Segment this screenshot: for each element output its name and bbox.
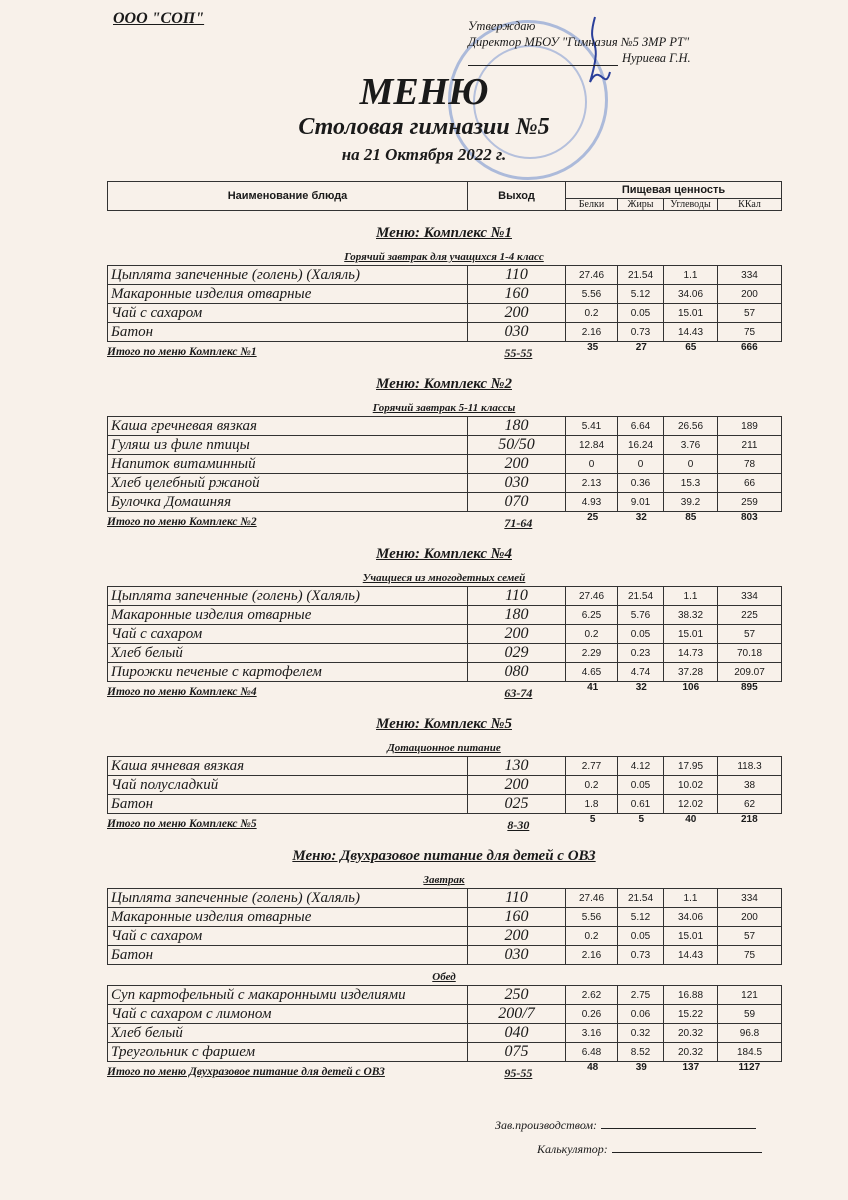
- dish-name: Напиток витаминный: [108, 455, 468, 474]
- dish-output: 029: [468, 644, 566, 663]
- header-protein: Белки: [566, 199, 618, 211]
- dish-name: Каша гречневая вязкая: [108, 417, 468, 436]
- protein-value: 4.65: [566, 663, 618, 682]
- total-output: 95-55: [504, 1066, 533, 1080]
- section-total: [107, 814, 781, 834]
- menu-section: [107, 376, 781, 532]
- total-output: 55-55: [504, 346, 533, 360]
- dish-output: 110: [468, 889, 566, 908]
- fat-value: 2.75: [618, 986, 664, 1005]
- director-name: Нуриева Г.Н.: [622, 51, 691, 65]
- protein-value: 2.29: [566, 644, 618, 663]
- protein-value: 0.2: [566, 927, 618, 946]
- fat-value: 4.12: [618, 757, 664, 776]
- section-total: [107, 512, 781, 532]
- carbs-value: 20.32: [664, 1043, 718, 1062]
- dish-name: Суп картофельный с макаронными изделиями: [108, 986, 468, 1005]
- total-carbs: 65: [685, 342, 697, 353]
- section-title: Меню: Комплекс №4: [376, 546, 512, 562]
- carbs-value: 38.32: [664, 606, 718, 625]
- table-row: [108, 644, 782, 663]
- kcal-value: 211: [718, 436, 782, 455]
- kcal-value: 57: [718, 304, 782, 323]
- dish-name: Батон: [108, 946, 468, 965]
- kcal-value: 225: [718, 606, 782, 625]
- dish-name: Макаронные изделия отварные: [108, 285, 468, 304]
- total-carbs: 85: [685, 512, 697, 523]
- kcal-value: 334: [718, 587, 782, 606]
- header-output: Выход: [468, 182, 566, 211]
- section-title: Меню: Комплекс №5: [376, 716, 512, 732]
- dish-table: [107, 888, 782, 965]
- fat-value: 0.05: [618, 776, 664, 795]
- approval-position: Директор МБОУ "Гимназия №5 ЗМР РТ": [468, 35, 690, 49]
- dish-table: [107, 756, 782, 814]
- kcal-value: 57: [718, 927, 782, 946]
- kcal-value: 259: [718, 493, 782, 512]
- dish-name: Каша ячневая вязкая: [108, 757, 468, 776]
- section-title: Меню: Комплекс №2: [376, 376, 512, 392]
- kcal-value: 334: [718, 889, 782, 908]
- table-row: [108, 417, 782, 436]
- menu-section: [107, 225, 781, 362]
- total-kcal: 1127: [738, 1062, 761, 1073]
- carbs-value: 15.22: [664, 1005, 718, 1024]
- carbs-value: 10.02: [664, 776, 718, 795]
- fat-value: 0: [618, 455, 664, 474]
- fat-value: 8.52: [618, 1043, 664, 1062]
- production-label: Зав.производством:: [495, 1118, 598, 1132]
- carbs-value: 1.1: [664, 889, 718, 908]
- kcal-value: 96.8: [718, 1024, 782, 1043]
- menu-section: [107, 546, 781, 702]
- dish-name: Чай с сахаром: [108, 304, 468, 323]
- dish-output: 070: [468, 493, 566, 512]
- kcal-value: 200: [718, 908, 782, 927]
- dish-table: [107, 416, 782, 512]
- fat-value: 5.12: [618, 908, 664, 927]
- dish-output: 075: [468, 1043, 566, 1062]
- dish-name: Чай полусладкий: [108, 776, 468, 795]
- table-row: [108, 606, 782, 625]
- fat-value: 9.01: [618, 493, 664, 512]
- page-title: МЕНЮ: [359, 71, 489, 113]
- carbs-value: 39.2: [664, 493, 718, 512]
- carbs-value: 15.01: [664, 625, 718, 644]
- dish-name: Хлеб белый: [108, 644, 468, 663]
- group-subtitle: Горячий завтрак для учащихся 1-4 класс: [344, 251, 544, 263]
- kcal-value: 57: [718, 625, 782, 644]
- table-row: [108, 285, 782, 304]
- table-row: [108, 493, 782, 512]
- protein-value: 3.16: [566, 1024, 618, 1043]
- dish-name: Цыплята запеченные (голень) (Халяль): [108, 889, 468, 908]
- dish-output: 030: [468, 323, 566, 342]
- group-subtitle: Завтрак: [423, 874, 465, 886]
- dish-name: Чай с сахаром с лимоном: [108, 1005, 468, 1024]
- dish-output: 080: [468, 663, 566, 682]
- fat-value: 5.12: [618, 285, 664, 304]
- group-subtitle: Горячий завтрак 5-11 классы: [372, 402, 516, 414]
- total-protein: 48: [587, 1062, 599, 1073]
- carbs-value: 15.01: [664, 927, 718, 946]
- fat-value: 0.73: [618, 946, 664, 965]
- header-dish: Наименование блюда: [108, 182, 468, 211]
- kcal-value: 75: [718, 946, 782, 965]
- total-label: Итого по меню Комплекс №5: [107, 818, 257, 830]
- fat-value: 0.05: [618, 625, 664, 644]
- protein-value: 0.26: [566, 1005, 618, 1024]
- menu-content: [107, 181, 781, 1082]
- dish-name: Батон: [108, 323, 468, 342]
- dish-output: 110: [468, 587, 566, 606]
- fat-value: 0.23: [618, 644, 664, 663]
- protein-value: 2.13: [566, 474, 618, 493]
- kcal-value: 78: [718, 455, 782, 474]
- protein-value: 2.62: [566, 986, 618, 1005]
- dish-name: Хлеб белый: [108, 1024, 468, 1043]
- table-row: [108, 908, 782, 927]
- dish-output: 030: [468, 946, 566, 965]
- fat-value: 21.54: [618, 889, 664, 908]
- protein-value: 2.16: [566, 323, 618, 342]
- table-row: [108, 889, 782, 908]
- calculator-label: Калькулятор:: [537, 1142, 608, 1156]
- table-row: [108, 455, 782, 474]
- protein-value: 27.46: [566, 889, 618, 908]
- protein-value: 5.56: [566, 285, 618, 304]
- total-kcal: 803: [740, 512, 758, 523]
- carbs-value: 34.06: [664, 908, 718, 927]
- total-label: Итого по меню Комплекс №2: [107, 516, 257, 528]
- carbs-value: 26.56: [664, 417, 718, 436]
- table-header: [107, 181, 782, 211]
- dish-output: 200: [468, 776, 566, 795]
- dish-name: Батон: [108, 795, 468, 814]
- fat-value: 0.06: [618, 1005, 664, 1024]
- signature-line: [468, 65, 618, 66]
- approval-block: [468, 18, 691, 66]
- dish-output: 200: [468, 625, 566, 644]
- total-carbs: 40: [685, 814, 697, 825]
- kcal-value: 209.07: [718, 663, 782, 682]
- table-row: [108, 795, 782, 814]
- total-fat: 39: [635, 1062, 647, 1073]
- fat-value: 21.54: [618, 266, 664, 285]
- table-row: [108, 1024, 782, 1043]
- total-fat: 5: [638, 814, 645, 825]
- total-fat: 32: [635, 512, 647, 523]
- dish-name: Цыплята запеченные (голень) (Халяль): [108, 587, 468, 606]
- dish-output: 180: [468, 606, 566, 625]
- protein-value: 0.2: [566, 776, 618, 795]
- carbs-value: 20.32: [664, 1024, 718, 1043]
- table-row: [108, 776, 782, 795]
- dish-name: Хлеб целебный ржаной: [108, 474, 468, 493]
- protein-value: 12.84: [566, 436, 618, 455]
- dish-output: 025: [468, 795, 566, 814]
- table-row: [108, 757, 782, 776]
- kcal-value: 200: [718, 285, 782, 304]
- protein-value: 0.2: [566, 625, 618, 644]
- fat-value: 0.32: [618, 1024, 664, 1043]
- table-row: [108, 266, 782, 285]
- dish-name: Макаронные изделия отварные: [108, 908, 468, 927]
- table-row: [108, 986, 782, 1005]
- fat-value: 0.73: [618, 323, 664, 342]
- table-row: [108, 663, 782, 682]
- total-output: 8-30: [507, 818, 530, 832]
- dish-output: 200: [468, 455, 566, 474]
- fat-value: 6.64: [618, 417, 664, 436]
- total-kcal: 218: [740, 814, 758, 825]
- dish-table: [107, 586, 782, 682]
- total-label: Итого по меню Двухразовое питание для детей с ОВЗ: [107, 1066, 385, 1078]
- dish-output: 040: [468, 1024, 566, 1043]
- protein-value: 6.25: [566, 606, 618, 625]
- protein-value: 4.93: [566, 493, 618, 512]
- header-carbs: Углеводы: [664, 199, 718, 211]
- carbs-value: 3.76: [664, 436, 718, 455]
- dish-output: 160: [468, 908, 566, 927]
- protein-value: 6.48: [566, 1043, 618, 1062]
- total-protein: 25: [587, 512, 599, 523]
- total-kcal: 895: [740, 682, 758, 693]
- table-row: [108, 436, 782, 455]
- header-nutrition: Пищевая ценность: [566, 182, 782, 199]
- dish-output: 50/50: [468, 436, 566, 455]
- section-total: [107, 342, 781, 362]
- group-subtitle: Дотационное питание: [387, 742, 501, 754]
- signature-line: [601, 1128, 756, 1129]
- approval-label: Утверждаю: [468, 19, 536, 33]
- kcal-value: 334: [718, 266, 782, 285]
- fat-value: 0.05: [618, 304, 664, 323]
- total-output: 63-74: [504, 686, 533, 700]
- menu-section: [107, 716, 781, 834]
- table-row: [108, 1043, 782, 1062]
- dish-output: 110: [468, 266, 566, 285]
- protein-value: 0.2: [566, 304, 618, 323]
- kcal-value: 184.5: [718, 1043, 782, 1062]
- total-carbs: 106: [682, 682, 700, 693]
- kcal-value: 59: [718, 1005, 782, 1024]
- carbs-value: 1.1: [664, 266, 718, 285]
- kcal-value: 75: [718, 323, 782, 342]
- menu-date: на 21 Октября 2022 г.: [341, 145, 507, 164]
- carbs-value: 17.95: [664, 757, 718, 776]
- protein-value: 2.16: [566, 946, 618, 965]
- total-protein: 5: [589, 814, 596, 825]
- dish-name: Цыплята запеченные (голень) (Халяль): [108, 266, 468, 285]
- total-label: Итого по меню Комплекс №1: [107, 346, 257, 358]
- kcal-value: 38: [718, 776, 782, 795]
- carbs-value: 34.06: [664, 285, 718, 304]
- carbs-value: 14.73: [664, 644, 718, 663]
- table-row: [108, 1005, 782, 1024]
- fat-value: 4.74: [618, 663, 664, 682]
- dish-output: 200: [468, 304, 566, 323]
- group-subtitle: Учащиеся из многодетных семей: [362, 572, 526, 584]
- kcal-value: 62: [718, 795, 782, 814]
- header-kcal: ККал: [718, 199, 782, 211]
- carbs-value: 12.02: [664, 795, 718, 814]
- protein-value: 1.8: [566, 795, 618, 814]
- total-output: 71-64: [504, 516, 533, 530]
- fat-value: 0.05: [618, 927, 664, 946]
- dish-name: Чай с сахаром: [108, 927, 468, 946]
- protein-value: 0: [566, 455, 618, 474]
- dish-name: Булочка Домашняя: [108, 493, 468, 512]
- dish-output: 160: [468, 285, 566, 304]
- total-fat: 27: [635, 342, 647, 353]
- protein-value: 5.41: [566, 417, 618, 436]
- section-title: Меню: Комплекс №1: [376, 225, 512, 241]
- carbs-value: 15.3: [664, 474, 718, 493]
- total-label: Итого по меню Комплекс №4: [107, 686, 257, 698]
- dish-name: Макаронные изделия отварные: [108, 606, 468, 625]
- dish-table: [107, 985, 782, 1062]
- dish-name: Гуляш из филе птицы: [108, 436, 468, 455]
- dish-output: 030: [468, 474, 566, 493]
- organization-name: ООО "СОП": [113, 10, 205, 27]
- signatures: [495, 1118, 762, 1166]
- carbs-value: 15.01: [664, 304, 718, 323]
- section-total: [107, 682, 781, 702]
- table-row: [108, 587, 782, 606]
- header-fat: Жиры: [618, 199, 664, 211]
- carbs-value: 14.43: [664, 946, 718, 965]
- fat-value: 16.24: [618, 436, 664, 455]
- dish-table: [107, 265, 782, 342]
- total-kcal: 666: [740, 342, 758, 353]
- dish-output: 180: [468, 417, 566, 436]
- menu-section: [107, 848, 781, 1082]
- dish-output: 130: [468, 757, 566, 776]
- fat-value: 5.76: [618, 606, 664, 625]
- dish-output: 200: [468, 927, 566, 946]
- signature-line: [612, 1152, 762, 1153]
- carbs-value: 1.1: [664, 587, 718, 606]
- carbs-value: 0: [664, 455, 718, 474]
- table-row: [108, 304, 782, 323]
- section-title: Меню: Двухразовое питание для детей с ОВЗ: [292, 848, 596, 864]
- kcal-value: 70.18: [718, 644, 782, 663]
- kcal-value: 189: [718, 417, 782, 436]
- dish-output: 250: [468, 986, 566, 1005]
- total-carbs: 137: [682, 1062, 700, 1073]
- protein-value: 2.77: [566, 757, 618, 776]
- protein-value: 5.56: [566, 908, 618, 927]
- table-row: [108, 927, 782, 946]
- fat-value: 21.54: [618, 587, 664, 606]
- kcal-value: 121: [718, 986, 782, 1005]
- carbs-value: 14.43: [664, 323, 718, 342]
- kcal-value: 66: [718, 474, 782, 493]
- total-protein: 41: [587, 682, 599, 693]
- carbs-value: 37.28: [664, 663, 718, 682]
- table-row: [108, 323, 782, 342]
- fat-value: 0.36: [618, 474, 664, 493]
- table-row: [108, 474, 782, 493]
- kcal-value: 118.3: [718, 757, 782, 776]
- total-protein: 35: [587, 342, 599, 353]
- dish-name: Треугольник с фаршем: [108, 1043, 468, 1062]
- protein-value: 27.46: [566, 587, 618, 606]
- page-subtitle: Столовая гимназии №5: [298, 114, 550, 140]
- dish-name: Пирожки печеные с картофелем: [108, 663, 468, 682]
- protein-value: 27.46: [566, 266, 618, 285]
- dish-output: 200/7: [468, 1005, 566, 1024]
- table-row: [108, 625, 782, 644]
- carbs-value: 16.88: [664, 986, 718, 1005]
- section-total: [107, 1062, 781, 1082]
- dish-name: Чай с сахаром: [108, 625, 468, 644]
- total-fat: 32: [635, 682, 647, 693]
- table-row: [108, 946, 782, 965]
- fat-value: 0.61: [618, 795, 664, 814]
- group-subtitle: Обед: [432, 971, 456, 983]
